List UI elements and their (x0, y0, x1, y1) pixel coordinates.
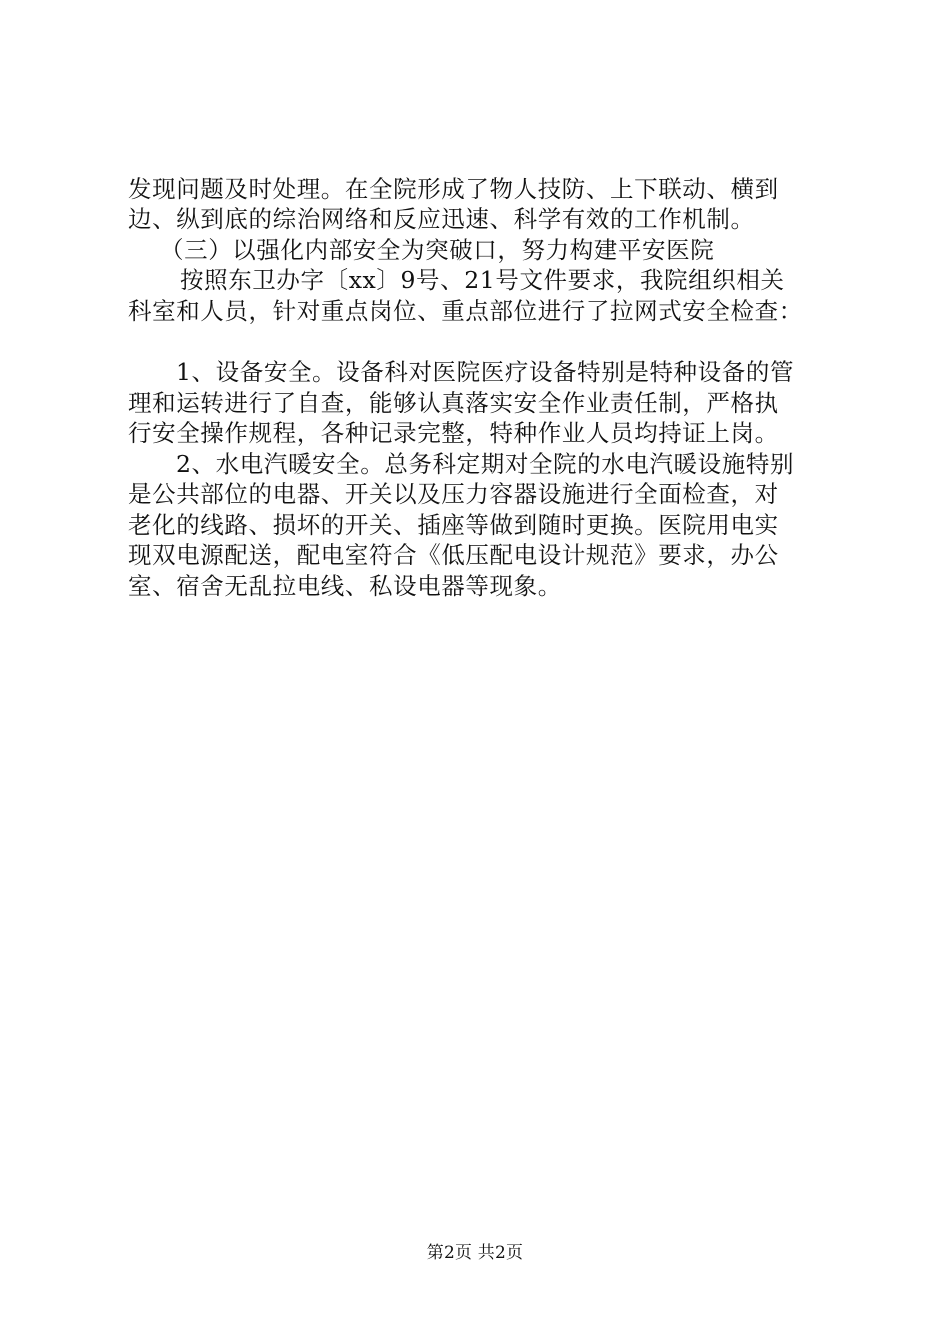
list-item-line: 现双电源配送，配电室符合《低压配电设计规范》要求，办公 (128, 541, 779, 569)
body-text-line: 边、纵到底的综治网络和反应迅速、科学有效的工作机制。 (128, 205, 755, 233)
body-text-line: 科室和人员，针对重点岗位、重点部位进行了拉网式安全检查： (128, 297, 803, 325)
list-item-line: 理和运转进行了自查，能够认真落实安全作业责任制，严格执 (128, 389, 779, 417)
body-text-line: 发现问题及时处理。在全院形成了物人技防、上下联动、横到 (128, 175, 779, 203)
list-item-line: 是公共部位的电器、开关以及压力容器设施进行全面检查，对 (128, 480, 779, 508)
list-item-line: 室、宿舍无乱拉电线、私设电器等现象。 (128, 572, 562, 600)
list-item-line: 行安全操作规程，各种记录完整，特种作业人员均持证上岗。 (128, 419, 779, 447)
body-text-line: 按照东卫办字〔xx〕9号、21号文件要求，我院组织相关 (180, 266, 785, 294)
list-item-line: 2、水电汽暖安全。总务科定期对全院的水电汽暖设施特别 (176, 450, 795, 478)
section-heading: （三）以强化内部安全为突破口，努力构建平安医院 (160, 236, 715, 264)
list-item-line: 1、设备安全。设备科对医院医疗设备特别是特种设备的管 (176, 358, 795, 386)
page-number-footer: 第2页 共2页 (426, 1243, 524, 1263)
list-item-line: 老化的线路、损坏的开关、插座等做到随时更换。医院用电实 (128, 511, 779, 539)
